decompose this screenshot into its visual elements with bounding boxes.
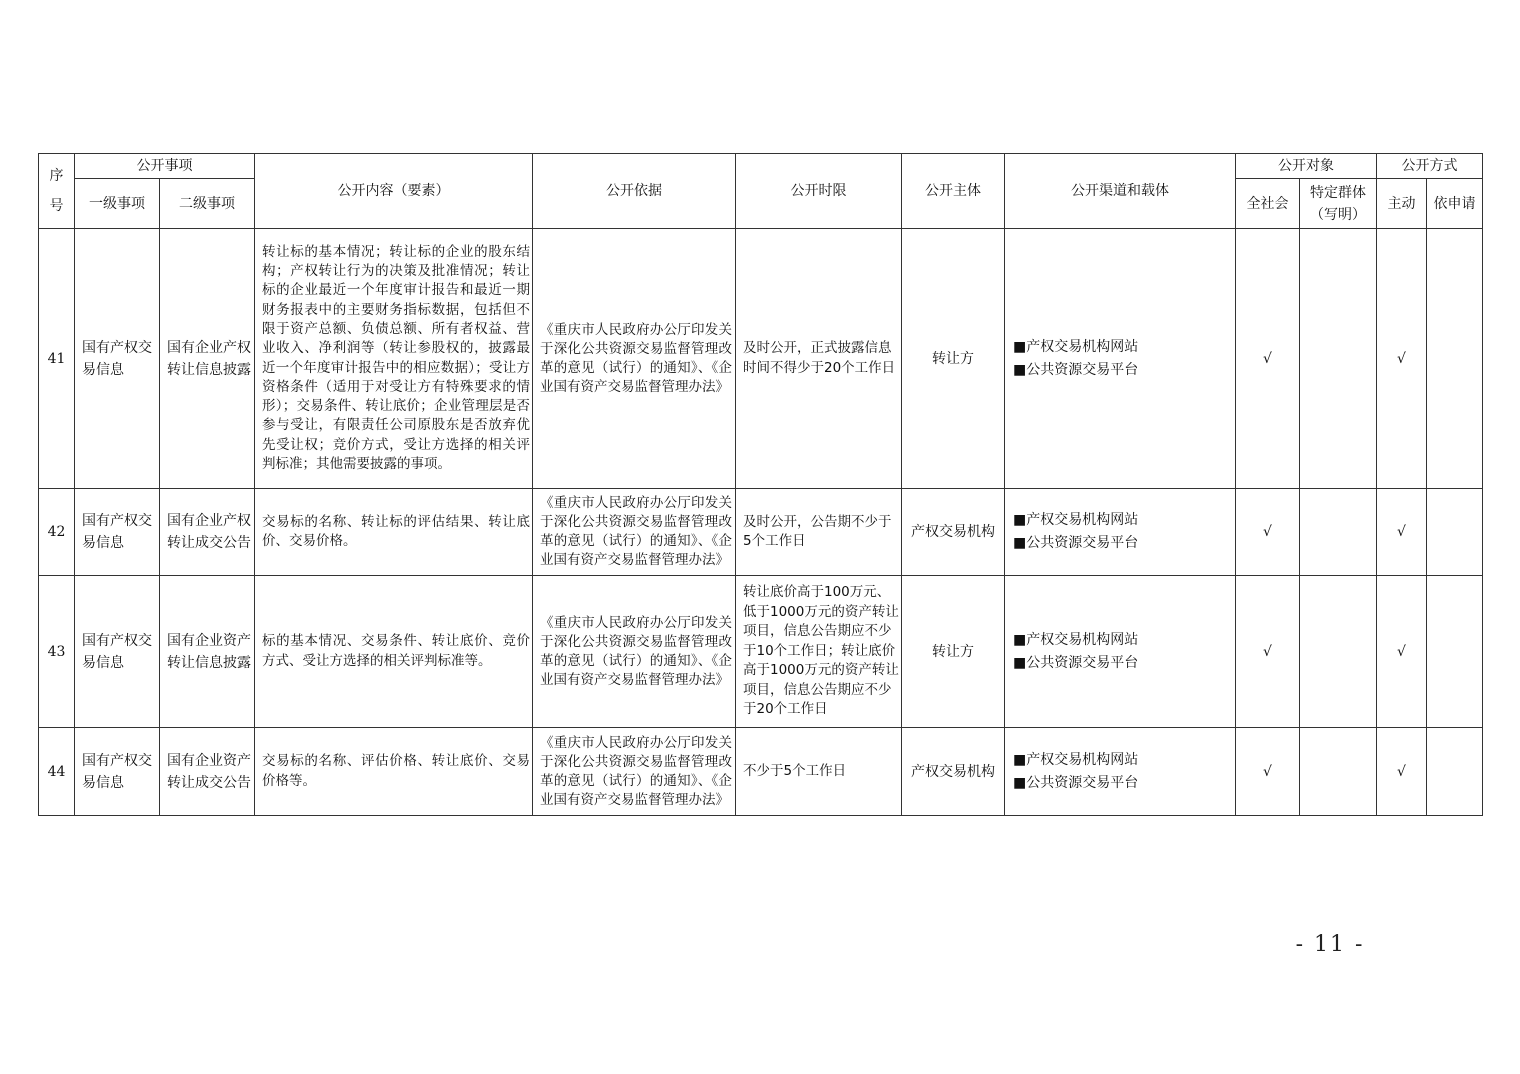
channel-item: ■公共资源交易平台 [1013, 654, 1139, 671]
row-target-all-check: √ [1236, 728, 1300, 816]
header-mode-request: 依申请 [1427, 179, 1483, 229]
channel-item: ■产权交易机构网站 [1013, 338, 1139, 355]
row-target-all-check: √ [1236, 489, 1300, 576]
row-time-limit: 及时公开，公告期不少于5个工作日 [736, 489, 902, 576]
header-seq-top: 序 [49, 168, 64, 184]
channel-item: ■产权交易机构网站 [1013, 751, 1139, 768]
row-content: 交易标的名称、转让标的评估结果、转让底价、交易价格。 [255, 489, 533, 576]
row-subject: 转让方 [902, 229, 1005, 489]
row-time-limit: 不少于5个工作日 [736, 728, 902, 816]
row-no: 44 [39, 728, 75, 816]
row-level1: 国有产权交易信息 [75, 576, 160, 728]
row-subject: 产权交易机构 [902, 728, 1005, 816]
table-row [39, 728, 1483, 816]
page-number: - 11 - [1295, 932, 1365, 957]
row-basis: 《重庆市人民政府办公厅印发关于深化公共资源交易监督管理改革的意见（试行）的通知》、《企业国有资产交易监督管理办法》 [533, 576, 736, 728]
row-basis: 《重庆市人民政府办公厅印发关于深化公共资源交易监督管理改革的意见（试行）的通知》、《企业国有资产交易监督管理办法》 [533, 728, 736, 816]
row-no: 42 [39, 489, 75, 576]
header-target-specific-line2: （写明） [1310, 206, 1366, 223]
row-level2: 国有企业资产转让信息披露 [160, 576, 255, 728]
channel-item: ■公共资源交易平台 [1013, 361, 1139, 378]
row-level2: 国有企业产权转让成交公告 [160, 489, 255, 576]
row-mode-request [1427, 489, 1483, 576]
row-target-specific [1300, 576, 1377, 728]
row-no: 43 [39, 576, 75, 728]
row-target-specific [1300, 489, 1377, 576]
disclosure-table [38, 153, 1483, 816]
row-mode-active-check: √ [1377, 229, 1427, 489]
header-seq-bottom: 号 [49, 198, 64, 214]
row-content: 标的基本情况、交易条件、转让底价、竞价方式、受让方选择的相关评判标准等。 [255, 576, 533, 728]
row-channel [1005, 728, 1236, 816]
header-public-item: 公开事项 [75, 154, 255, 179]
row-subject: 产权交易机构 [902, 489, 1005, 576]
header-mode-active: 主动 [1377, 179, 1427, 229]
header-mode: 公开方式 [1377, 154, 1483, 179]
row-level2: 国有企业资产转让成交公告 [160, 728, 255, 816]
row-no: 41 [39, 229, 75, 489]
header-basis: 公开依据 [533, 154, 736, 229]
row-channel [1005, 229, 1236, 489]
row-mode-active-check: √ [1377, 728, 1427, 816]
header-target-all: 全社会 [1236, 179, 1300, 229]
row-subject: 转让方 [902, 576, 1005, 728]
channel-item: ■公共资源交易平台 [1013, 774, 1139, 791]
channel-item: ■产权交易机构网站 [1013, 512, 1139, 528]
row-mode-request [1427, 728, 1483, 816]
row-content: 交易标的名称、评估价格、转让底价、交易价格等。 [255, 728, 533, 816]
row-mode-active-check: √ [1377, 489, 1427, 576]
header-time-limit: 公开时限 [736, 154, 902, 229]
row-mode-request [1427, 576, 1483, 728]
row-level2: 国有企业产权转让信息披露 [160, 229, 255, 489]
channel-item: ■公共资源交易平台 [1013, 535, 1139, 551]
header-level2: 二级事项 [160, 179, 255, 229]
header-subject: 公开主体 [902, 154, 1005, 229]
row-time-limit: 转让底价高于100万元、低于1000万元的资产转让项目，信息公告期应不少于10个工作日；转让底价高于1000万元的资产转让项目，信息公告期应不少于20个工作日 [736, 576, 902, 728]
channel-item: ■产权交易机构网站 [1013, 631, 1139, 648]
row-mode-active-check: √ [1377, 576, 1427, 728]
header-content: 公开内容（要素） [255, 154, 533, 229]
row-time-limit: 及时公开，正式披露信息时间不得少于20个工作日 [736, 229, 902, 489]
row-level1: 国有产权交易信息 [75, 229, 160, 489]
table-row [39, 229, 1483, 489]
row-target-specific [1300, 229, 1377, 489]
row-channel [1005, 576, 1236, 728]
header-seq [39, 154, 75, 229]
header-target: 公开对象 [1236, 154, 1377, 179]
row-level1: 国有产权交易信息 [75, 728, 160, 816]
row-target-all-check: √ [1236, 229, 1300, 489]
row-channel [1005, 489, 1236, 576]
table-row [39, 576, 1483, 728]
row-basis: 《重庆市人民政府办公厅印发关于深化公共资源交易监督管理改革的意见（试行）的通知》、《企业国有资产交易监督管理办法》 [533, 229, 736, 489]
row-mode-request [1427, 229, 1483, 489]
header-channel: 公开渠道和载体 [1005, 154, 1236, 229]
header-target-specific [1300, 179, 1377, 229]
row-target-all-check: √ [1236, 576, 1300, 728]
row-basis: 《重庆市人民政府办公厅印发关于深化公共资源交易监督管理改革的意见（试行）的通知》、《企业国有资产交易监督管理办法》 [533, 489, 736, 576]
row-content: 转让标的基本情况；转让标的企业的股东结构；产权转让行为的决策及批准情况；转让标的企业最近一个年度审计报告和最近一期财务报表中的主要财务指标数据，包括但不限于资产总额、负债总额、所有者权益、营业收入、净利润等（转让参股权的，披露最近一个年度审计报告中的相应数据）；受让方资格条件（适用于对受让方有特殊要求的情形）；交易条件、转让底价；企业管理层是否参与受让，有限责任公司原股东是否放弃优先受让权；竞价方式，受让方选择的相关评判标准；其他需要披露的事项。 [255, 229, 533, 489]
header-level1: 一级事项 [75, 179, 160, 229]
row-target-specific [1300, 728, 1377, 816]
row-level1: 国有产权交易信息 [75, 489, 160, 576]
table-row [39, 489, 1483, 576]
header-target-specific-line1: 特定群体 [1310, 184, 1366, 201]
